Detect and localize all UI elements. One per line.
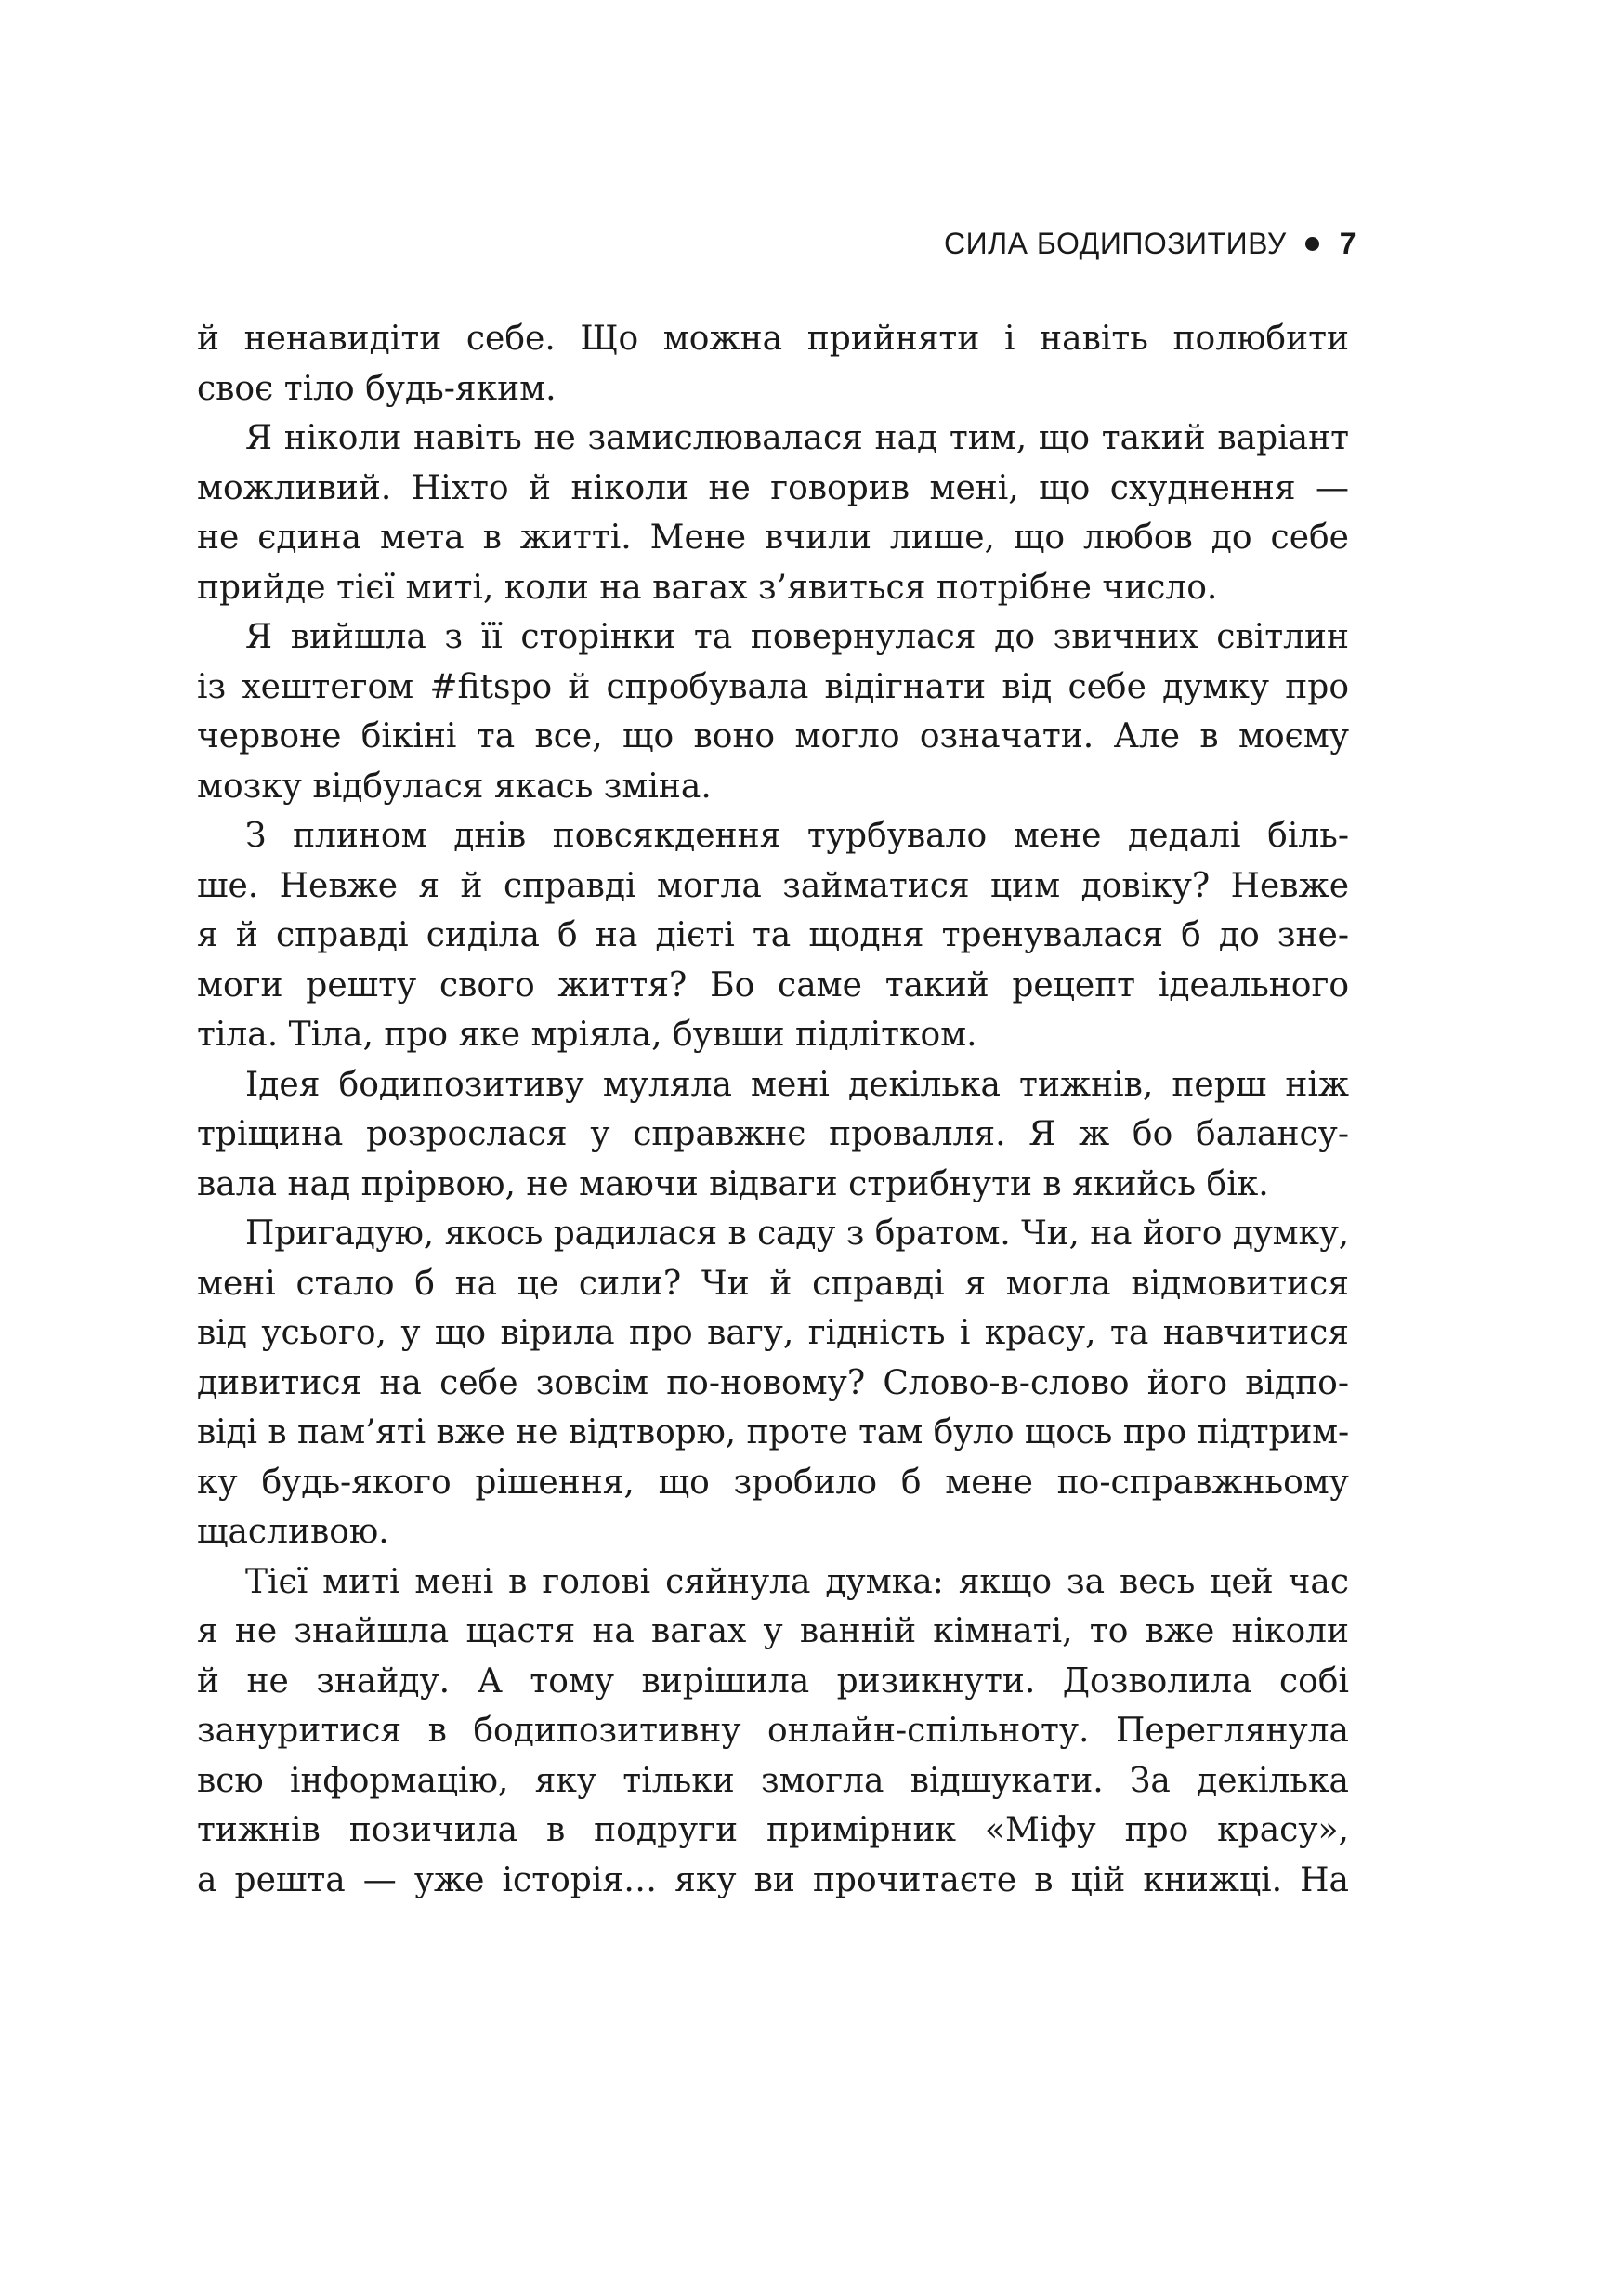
text-line: із хештегом #fitspo й спробувала відігнати від себе думку про [197, 667, 1349, 706]
text-line: й не знайду. А тому вирішила ризикнути. Дозволила собі [197, 1661, 1349, 1701]
paragraph [197, 612, 1349, 811]
text-line: тіла. Тіла, про яке мріяла, бувши підлітком. [197, 1016, 977, 1054]
text-line: а решта — уже історія… яку ви прочитаєте в цій книжці. На [197, 1860, 1349, 1899]
running-head [944, 227, 1356, 261]
running-title: СИЛА БОДИПОЗИТИВУ [943, 227, 1287, 260]
text-line: моги решту свого життя? Бо саме такий рецепт ідеального [197, 965, 1349, 1005]
text-line: від усього, у що вірила про вагу, гідність і красу, та навчитися [197, 1314, 1349, 1352]
paragraph [197, 1209, 1349, 1557]
text-line: всю інформацію, яку тільки змогла відшукати. За декілька [197, 1761, 1349, 1800]
text-line: мозку відбулася якась зміна. [197, 767, 712, 806]
paragraph [197, 811, 1349, 1060]
text-line: ше. Невже я й справді могла займатися цим довіку? Невже [197, 866, 1349, 905]
text-line: прийде тієї миті, коли на вагах з’явиться потрібне число. [197, 568, 1218, 607]
text-line: Я вийшла з її сторінки та повернулася до звичних світлин [245, 618, 1349, 656]
text-line: тижнів позичила в подруги примірник «Міфу про красу», [197, 1811, 1349, 1849]
body-text [197, 314, 1349, 1905]
page-number: 7 [1339, 227, 1356, 260]
bullet-separator [1305, 237, 1319, 251]
text-line: Ідея бодипозитиву муляла мені декілька тижнів, перш ніж [245, 1065, 1349, 1104]
text-line: не єдина мета в житті. Мене вчили лише, що любов до себе [197, 519, 1349, 557]
text-line: Я ніколи навіть не замислювалася над тим, що такий варіант [245, 419, 1349, 457]
text-line: мені стало б на це сили? Чи й справді я могла відмовитися [197, 1264, 1349, 1303]
text-line: зануритися в бодипозитивну онлайн-спільноту. Переглянула [197, 1712, 1349, 1750]
text-line: я не знайшла щастя на вагах у ванній кімнаті, то вже ніколи [197, 1612, 1349, 1650]
paragraph [197, 1060, 1349, 1210]
text-line: віді в пам’яті вже не відтворю, проте там було щось про підтрим- [197, 1413, 1349, 1451]
paragraph [197, 1557, 1349, 1906]
text-line: вала над прірвою, не маючи відваги стрибнути в якийсь бік. [197, 1164, 1269, 1203]
text-line: щасливою. [197, 1513, 389, 1551]
text-line: можливий. Ніхто й ніколи не говорив мені, що схуднення — [197, 468, 1349, 507]
text-line: червоне бікіні та все, що воно могло означати. Але в моєму [197, 717, 1349, 755]
text-line: З плином днів повсякдення турбувало мене дедалі біль- [245, 817, 1349, 855]
text-line: Пригадую, якось радилася в саду з братом. Чи, на його думку, [245, 1215, 1349, 1253]
text-line: своє тіло будь-яким. [197, 369, 557, 408]
paragraph [197, 314, 1349, 414]
text-line: тріщина розрослася у справжнє провалля. Я ж бо балансу- [197, 1115, 1349, 1153]
text-line: Тієї миті мені в голові сяйнула думка: якщо за весь цей час [245, 1562, 1349, 1601]
text-line: дивитися на себе зовсім по-новому? Слово-в-слово його відпо- [197, 1363, 1349, 1402]
text-line: й ненавидіти себе. Що можна прийняти і навіть полюбити [197, 320, 1349, 358]
text-line: я й справді сиділа б на дієті та щодня тренувалася б до зне- [197, 916, 1349, 954]
paragraph [197, 414, 1349, 612]
text-line: ку будь-якого рішення, що зробило б мене по-справжньому [197, 1463, 1349, 1502]
